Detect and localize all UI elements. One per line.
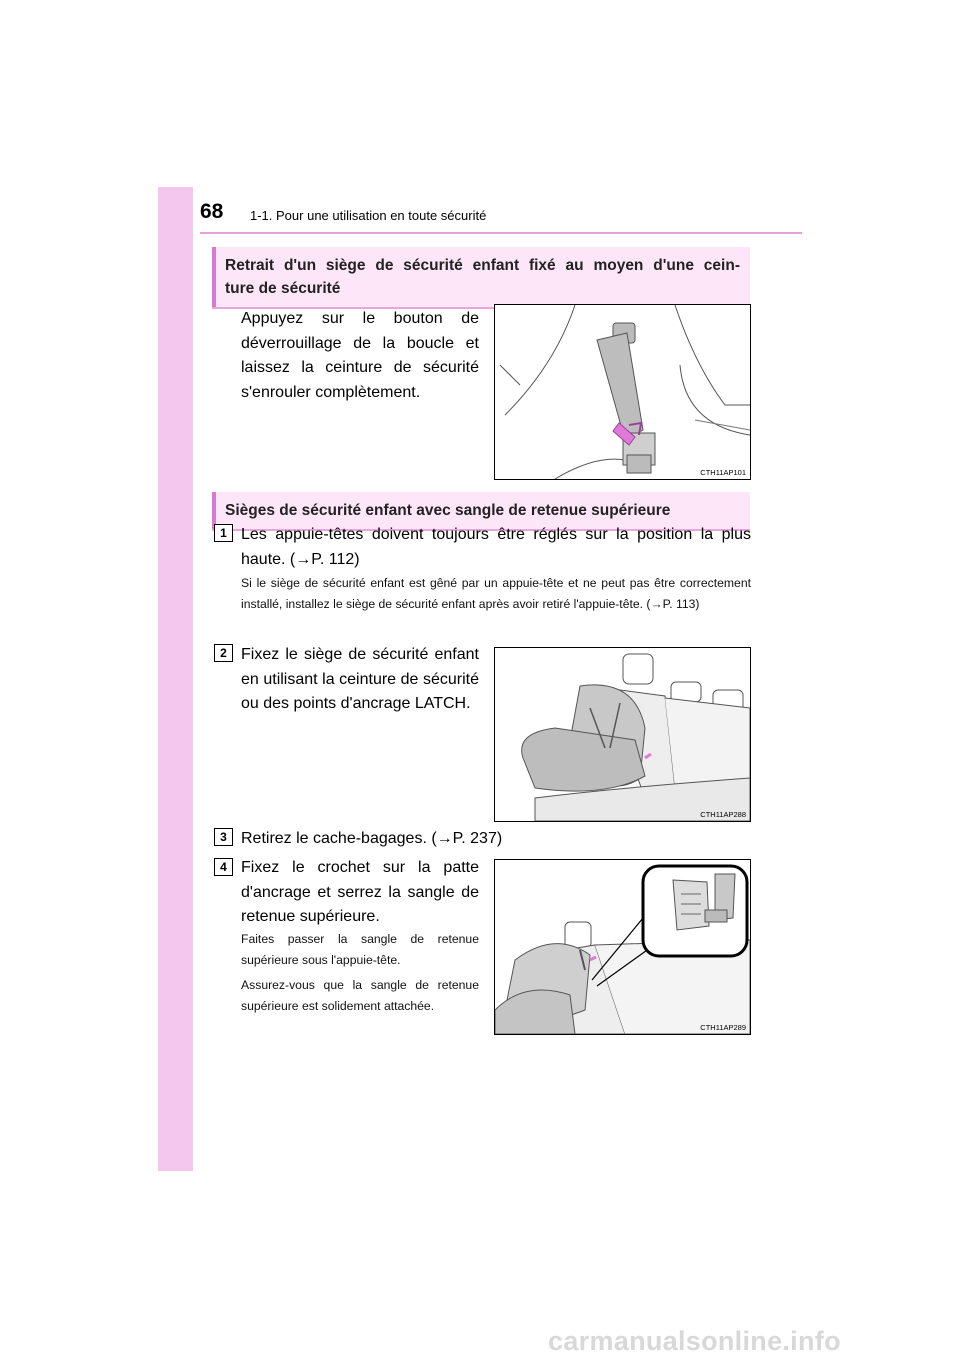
step-2-text: Fixez le siège de sécurité enfant en utilisant la ceinture de sécurité ou des points d'ancrage LATCH. xyxy=(241,646,479,712)
figure-code: CTH11AP101 xyxy=(700,468,746,477)
child-seat-illustration xyxy=(495,648,750,821)
step-4-text: Fixez le crochet sur la patte d'ancrage et serrez la sangle de retenue supérieure. xyxy=(241,859,479,925)
section-heading-removal-line1: Retrait d'un siège de sécurité enfant fixé au moyen d'une cein- xyxy=(225,257,740,274)
step-number-4: 4 xyxy=(214,858,233,876)
watermark: carmanualsonline.info xyxy=(548,1326,841,1356)
header-rule xyxy=(200,232,802,234)
step-1-note: Si le siège de sécurité enfant est gêné par un appuie-tête et ne peut pas être correctement installé, installez le siège de sécurité enfant après avoir retiré l'appuie-tête. (→P. 113) xyxy=(241,576,751,611)
step-number-3: 3 xyxy=(214,828,233,846)
step-3-text: Retirez le cache-bagages. (→P. 237) xyxy=(241,830,503,847)
section-heading-removal xyxy=(212,247,750,309)
step-1-text: Les appuie-têtes doivent toujours être réglés sur la position la plus haute. (→P. 112) xyxy=(241,526,751,568)
page-number: 68 xyxy=(200,200,224,223)
seatbelt-buckle-illustration xyxy=(495,305,750,479)
figure-child-seat xyxy=(494,647,751,822)
step-4-note-1: Faites passer la sangle de retenue supérieure sous l'appuie-tête. xyxy=(241,932,479,967)
step-number-2: 2 xyxy=(214,644,233,662)
figure-top-tether xyxy=(494,859,751,1035)
section-heading-tether-text: Sièges de sécurité enfant avec sangle de retenue supérieure xyxy=(225,502,671,519)
figure-code: CTH11AP289 xyxy=(700,1023,746,1032)
side-tab-bar xyxy=(158,187,193,1171)
top-tether-illustration xyxy=(495,860,750,1034)
step-number-1: 1 xyxy=(214,524,233,542)
figure-code: CTH11AP288 xyxy=(700,810,746,819)
step-4-note-2: Assurez-vous que la sangle de retenue supérieure est solidement attachée. xyxy=(241,978,479,1013)
section-heading-removal-line2: ture de sécurité xyxy=(225,280,341,297)
removal-instruction: Appuyez sur le bouton de déverrouillage de la boucle et laissez la ceinture de sécurité s'enrouler complètement. xyxy=(241,310,479,401)
chapter-title: 1-1. Pour une utilisation en toute sécurité xyxy=(250,208,487,223)
figure-seatbelt-buckle xyxy=(494,304,751,480)
